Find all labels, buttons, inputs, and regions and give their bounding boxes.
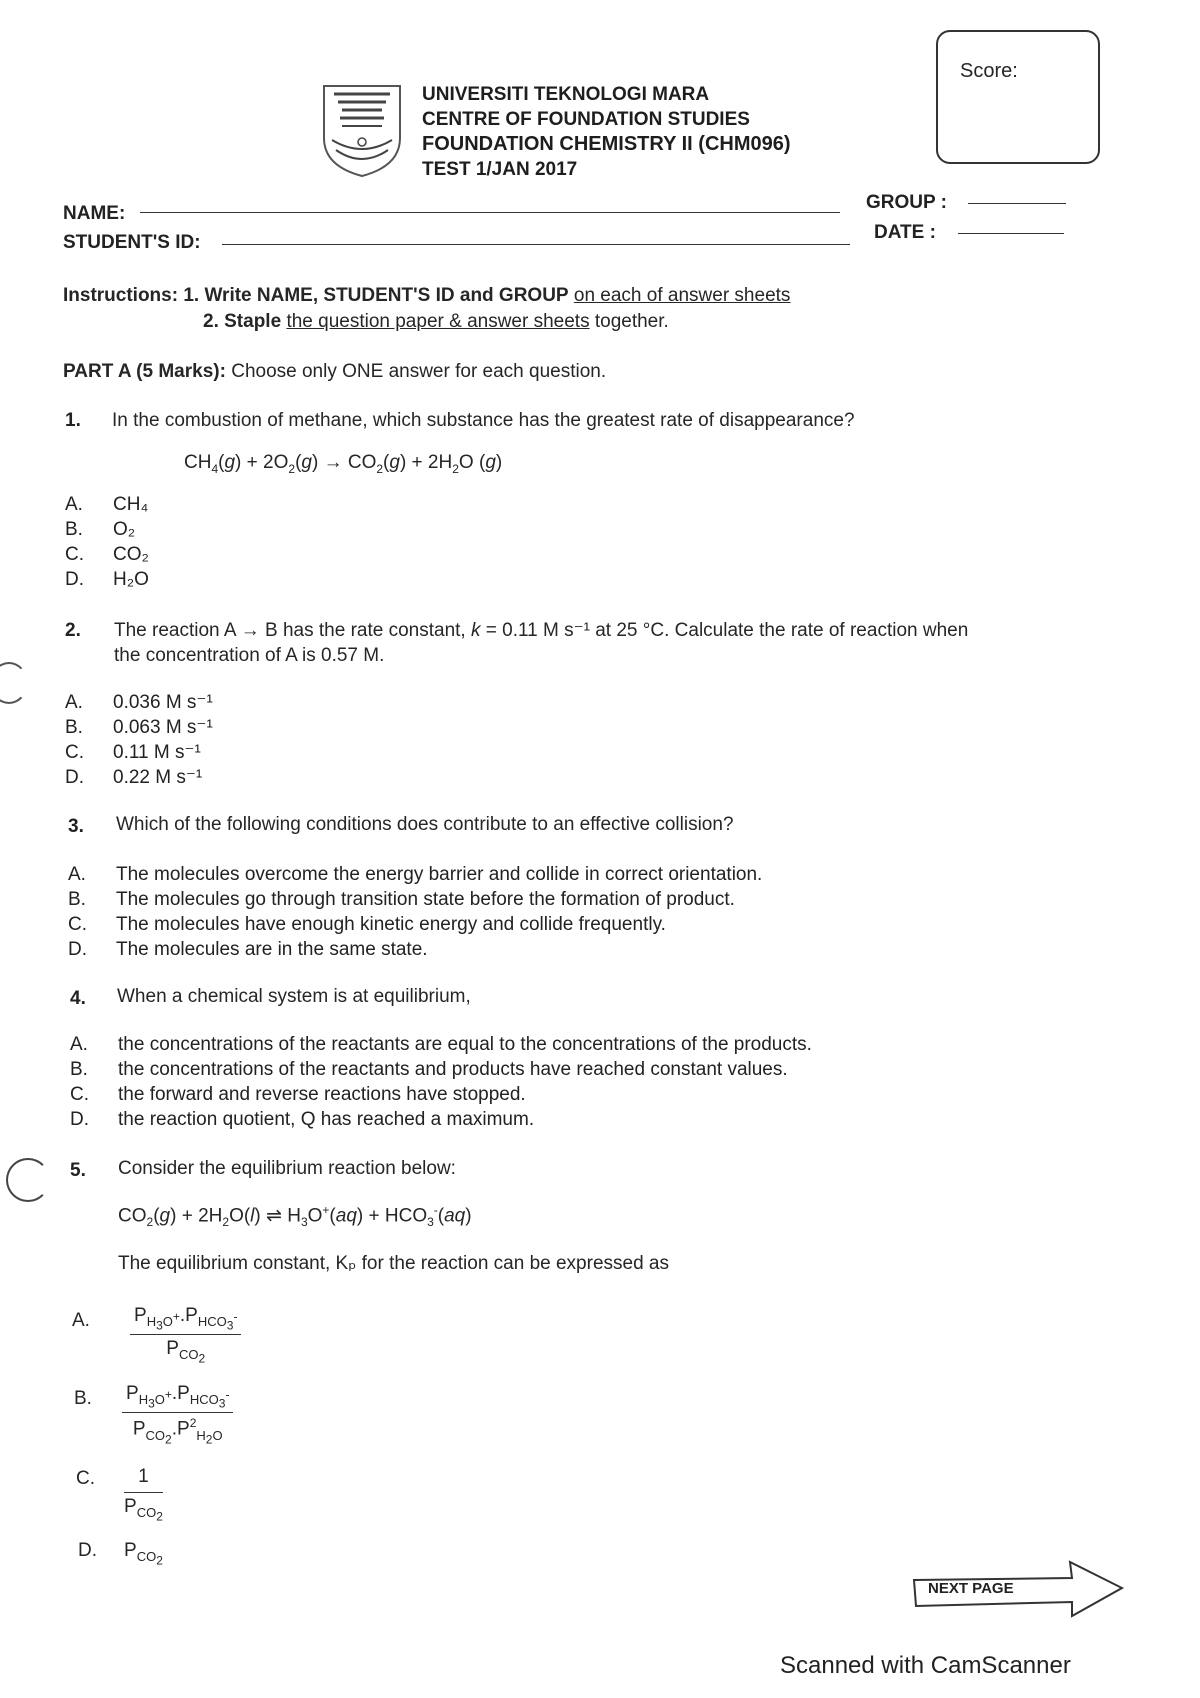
instruction-2-text: 2. Staple: [203, 311, 282, 332]
q3-text: Which of the following conditions does contribute to an effective collision?: [116, 814, 734, 835]
university-logo: [318, 80, 406, 178]
q3-options: [68, 862, 762, 962]
next-page-label: NEXT PAGE: [928, 1580, 1014, 1597]
q5-option-c-expression[interactable]: $\frac{1}{P_{CO_2}}$: [124, 1466, 163, 1524]
q2-option-c[interactable]: C. 0.11 M s⁻¹: [65, 742, 201, 763]
instruction-2-underlined: the question paper & answer sheets: [286, 311, 590, 332]
date-label: DATE :: [874, 222, 936, 243]
student-id-label: STUDENT'S ID:: [63, 232, 201, 253]
q3-option-d[interactable]: D. The molecules are in the same state.: [68, 939, 428, 960]
group-line[interactable]: [968, 203, 1066, 204]
instructions-line-2: [203, 311, 669, 333]
q1-number: 1.: [65, 410, 81, 431]
q5-text-2: The equilibrium constant, Kₚ for the reaction can be expressed as: [118, 1253, 669, 1274]
q4-option-c[interactable]: C. the forward and reverse reactions have stopped.: [70, 1084, 526, 1105]
name-label: NAME:: [63, 203, 126, 224]
header-course: FOUNDATION CHEMISTRY II (CHM096): [422, 133, 791, 155]
q4-option-d[interactable]: D. the reaction quotient, Q has reached a maximum.: [70, 1109, 535, 1130]
q5-option-d-expression[interactable]: $P_{CO_2}$: [124, 1540, 163, 1568]
score-label: Score:: [960, 60, 1018, 82]
date-line[interactable]: [958, 233, 1064, 234]
q5-option-d-letter[interactable]: D.: [78, 1540, 97, 1561]
q4-number: 4.: [70, 988, 86, 1009]
q3-option-a[interactable]: A. The molecules overcome the energy barrier and collide in correct orientation.: [68, 864, 763, 885]
q4-options: [70, 1032, 812, 1132]
header-test: TEST 1/JAN 2017: [422, 159, 578, 180]
q1-option-d[interactable]: D. H₂O: [65, 569, 149, 590]
q1-equation: $CH_4(g) + 2O_2(g) \to CO_2(g) + 2H_2O$ (g): [184, 452, 503, 476]
q1-option-a[interactable]: A. CH₄: [65, 494, 149, 515]
student-id-line[interactable]: [222, 244, 850, 245]
q2-number: 2.: [65, 620, 81, 641]
q1-option-b[interactable]: B. O₂: [65, 519, 136, 540]
header-block: [422, 82, 791, 182]
instruction-2-suffix: together.: [594, 311, 669, 332]
q2-text: The reaction A → B has the rate constant, k = 0.11 M s⁻¹ at 25 °C. Calculate the rate of reaction when the concentration of A is 0.57 M.: [114, 620, 969, 666]
q3-option-b[interactable]: B. The molecules go through transition state before the formation of product.: [68, 889, 735, 910]
part-a-heading: [63, 361, 606, 383]
instructions-line-1: [63, 285, 790, 307]
binder-hole-mark: [0, 662, 28, 704]
q5-equation: $CO_2(g) + 2H_2O(l)$ ⇌ $H_3O^+(aq) + HCO_3^-(aq)$: [118, 1203, 472, 1230]
instructions-label: Instructions:: [63, 285, 179, 306]
part-a-title: PART A (5 Marks):: [63, 361, 226, 382]
q1-text: In the combustion of methane, which substance has the greatest rate of disappearance?: [112, 410, 855, 431]
q5-option-a-expression[interactable]: $\frac{P_{H_3O^+}.P_{HCO_3^-}}{P_{CO_2}}$: [130, 1305, 241, 1366]
q5-option-c-letter[interactable]: C.: [76, 1468, 95, 1489]
q5-option-b-letter[interactable]: B.: [74, 1388, 92, 1409]
q2-options: [65, 690, 213, 790]
instruction-1-underlined: on each of answer sheets: [573, 285, 791, 306]
header-university: UNIVERSITI TEKNOLOGI MARA: [422, 84, 710, 105]
q4-option-b[interactable]: B. the concentrations of the reactants and products have reached constant values.: [70, 1059, 788, 1080]
group-label: GROUP :: [866, 192, 947, 213]
q4-text: When a chemical system is at equilibrium,: [117, 986, 471, 1007]
q4-option-a[interactable]: A. the concentrations of the reactants are equal to the concentrations of the products.: [70, 1034, 812, 1055]
q5-option-a-letter[interactable]: A.: [72, 1310, 90, 1331]
q2-option-a[interactable]: A. 0.036 M s⁻¹: [65, 692, 213, 713]
scanner-footer: Scanned with CamScanner: [780, 1652, 1071, 1679]
name-line[interactable]: [140, 212, 840, 213]
part-a-instruction: Choose only ONE answer for each question.: [231, 361, 607, 382]
q5-text: Consider the equilibrium reaction below:: [118, 1158, 456, 1179]
next-page-arrow[interactable]: [912, 1558, 1126, 1622]
q5-number: 5.: [70, 1160, 86, 1181]
header-centre: CENTRE OF FOUNDATION STUDIES: [422, 109, 750, 130]
q1-options: [65, 492, 149, 592]
q1-option-c[interactable]: C. CO₂: [65, 544, 149, 565]
q5-option-b-expression[interactable]: $\frac{P_{H_3O^+}.P_{HCO_3^-}}{P_{CO_2}.P^2_{H_2O}}$: [122, 1383, 233, 1446]
binder-hole-mark: [6, 1158, 50, 1202]
score-box: [936, 30, 1100, 164]
q2-option-d[interactable]: D. 0.22 M s⁻¹: [65, 767, 203, 788]
q3-option-c[interactable]: C. The molecules have enough kinetic energy and collide frequently.: [68, 914, 666, 935]
q3-number: 3.: [68, 816, 84, 837]
instruction-1-text: 1. Write NAME, STUDENT'S ID and GROUP: [183, 285, 569, 306]
q2-option-b[interactable]: B. 0.063 M s⁻¹: [65, 717, 213, 738]
